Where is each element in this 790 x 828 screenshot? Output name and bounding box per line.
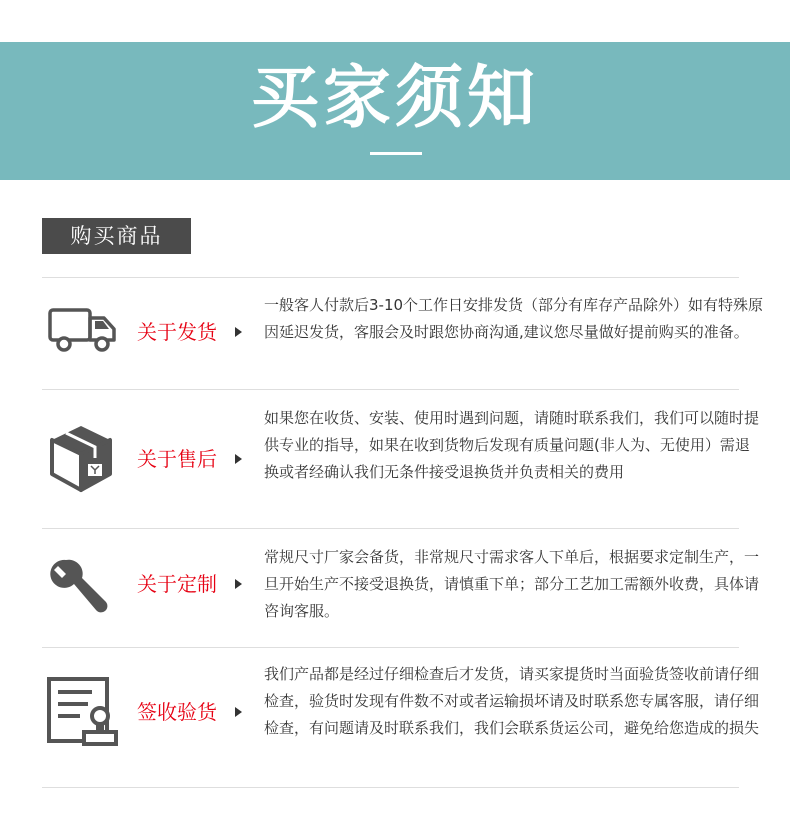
divider xyxy=(42,389,739,390)
info-row-shipping xyxy=(42,290,764,386)
info-row-inspection xyxy=(42,658,760,782)
row-title: 签收验货 xyxy=(137,700,217,724)
row-text: 常规尺寸厂家会备货，非常规尺寸需求客人下单后，根据要求定制生产，一旦开始生产不接受退换货，请慎重下单；部分工艺加工需额外收费，具体请咨询客服。 xyxy=(264,548,760,620)
row-text: 我们产品都是经过仔细检查后才发货，请买家提货时当面验货签收前请仔细检查，验货时发现有件数不对或者运输损坏请及时联系您专属客服，请仔细检查，有问题请及时联系我们，我们会联系货运公司，避免给您造成的损失 xyxy=(264,665,760,737)
truck-icon xyxy=(46,304,118,356)
section-tag: 购买商品 xyxy=(42,218,191,254)
row-title: 关于定制 xyxy=(137,572,217,596)
arrow-right-icon xyxy=(235,707,242,717)
divider xyxy=(42,787,739,788)
row-title: 关于发货 xyxy=(137,320,217,344)
wrench-icon xyxy=(46,556,116,622)
info-row-after-sales xyxy=(42,400,760,522)
row-text: 如果您在收货、安装、使用时遇到问题，请随时联系我们，我们可以随时提供专业的指导，如果在收到货物后发现有质量问题(非人为、无使用）需退换或者经确认我们无条件接受退换货并负责相关的费用 xyxy=(264,409,760,481)
page-title: 买家须知 xyxy=(250,59,539,138)
arrow-right-icon xyxy=(235,327,242,337)
document-stamp-icon xyxy=(46,676,122,750)
arrow-right-icon xyxy=(235,579,242,589)
info-row-custom xyxy=(42,540,760,636)
header-banner xyxy=(0,42,790,180)
divider xyxy=(42,647,739,648)
row-title: 关于售后 xyxy=(137,447,217,471)
divider xyxy=(42,277,739,278)
title-underline xyxy=(370,152,422,155)
arrow-right-icon xyxy=(235,454,242,464)
box-icon xyxy=(46,422,116,494)
row-text: 一般客人付款后3-10个工作日安排发货（部分有库存产品除外）如有特殊原因延迟发货，客服会及时跟您协商沟通,建议您尽量做好提前购买的准备。 xyxy=(264,296,764,341)
divider xyxy=(42,528,739,529)
